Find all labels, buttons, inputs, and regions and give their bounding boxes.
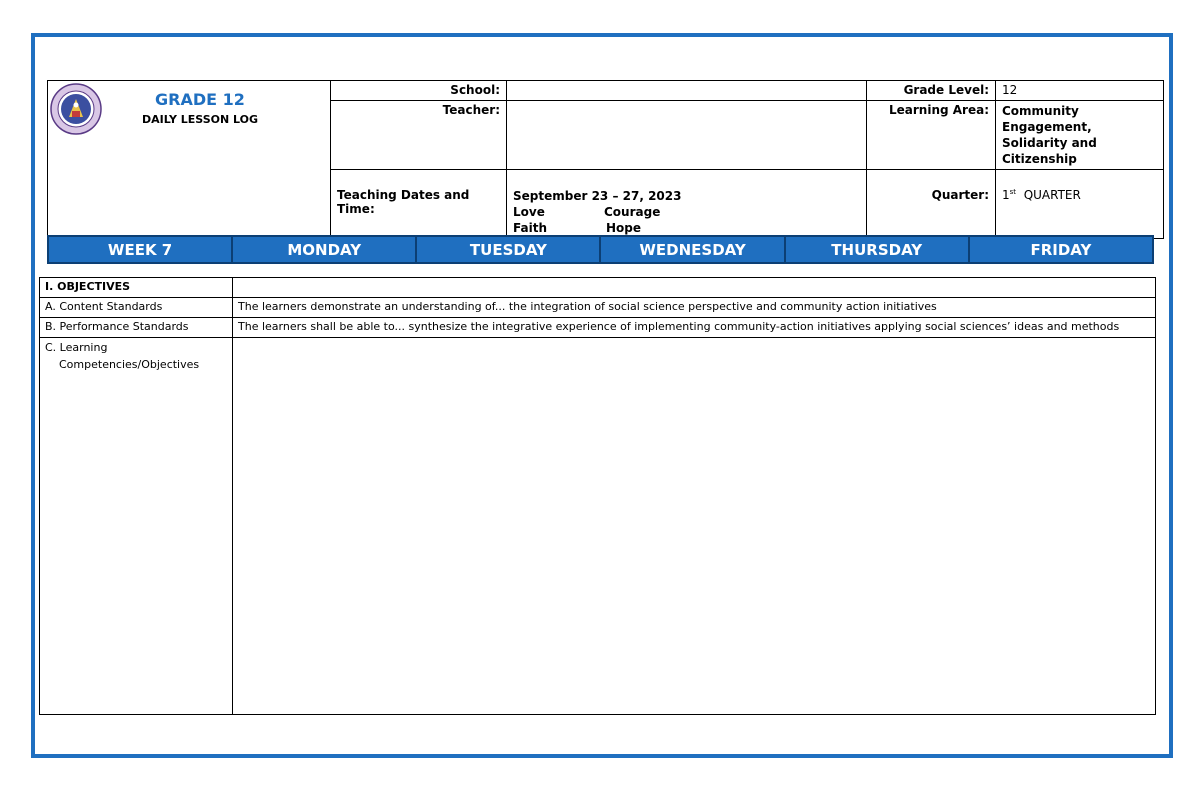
quarter-number: 1 [1002,188,1010,202]
quarter-text: QUARTER [1023,188,1081,202]
day-friday[interactable]: FRIDAY [969,236,1153,263]
objectives-heading-value[interactable] [233,278,1156,298]
learning-area-label: Learning Area: [867,101,996,170]
header-title-block [102,86,298,126]
deped-seal-icon [50,83,102,135]
learning-area-line-1: Community Engagement, [1002,104,1092,134]
school-label: School: [331,81,507,101]
performance-standards-label: B. Performance Standards [40,318,233,338]
learning-area-line-2: Solidarity and Citizenship [1002,136,1097,166]
week-label: WEEK 7 [48,236,232,263]
grade-level-value[interactable]: 12 [996,81,1164,101]
day-tuesday[interactable]: TUESDAY [416,236,600,263]
competencies-label-line-2: Competencies/Objectives [59,358,200,371]
learning-area-value[interactable] [996,101,1164,170]
teacher-value[interactable] [507,101,867,170]
grade-level-label: Grade Level: [867,81,996,101]
day-thursday[interactable]: THURSDAY [785,236,969,263]
teacher-label: Teacher: [331,101,507,170]
competencies-label [40,338,233,715]
competencies-label-line-1: C. Learning [45,341,108,354]
day-monday[interactable]: MONDAY [232,236,416,263]
quarter-suffix: st [1009,188,1017,196]
section-courage: Courage [604,205,661,219]
section-love: Love [513,205,545,219]
content-standards-value[interactable]: The learners demonstrate an understanding of... the integration of social science perspective and community action initiatives [233,298,1156,318]
performance-standards-value[interactable]: The learners shall be able to... synthesize the integrative experience of implementing community-action initiatives applying social sciences’ ideas and methods [233,318,1156,338]
section-faith: Faith [513,221,547,235]
competencies-value[interactable] [233,338,1156,715]
quarter-label: Quarter: [867,170,996,239]
content-standards-label: A. Content Standards [40,298,233,318]
dates-range: September 23 – 27, 2023 [513,189,682,203]
objectives-heading: I. OBJECTIVES [40,278,233,298]
section-hope: Hope [606,221,642,235]
objectives-table [39,277,1156,715]
dates-value[interactable] [507,170,867,239]
dates-label: Teaching Dates and Time: [331,170,507,239]
school-value[interactable] [507,81,867,101]
grade-title: GRADE 12 [155,90,245,109]
week-bar [47,235,1154,264]
quarter-value[interactable] [996,170,1164,239]
log-type-title: DAILY LESSON LOG [141,113,259,126]
day-wednesday[interactable]: WEDNESDAY [600,236,784,263]
